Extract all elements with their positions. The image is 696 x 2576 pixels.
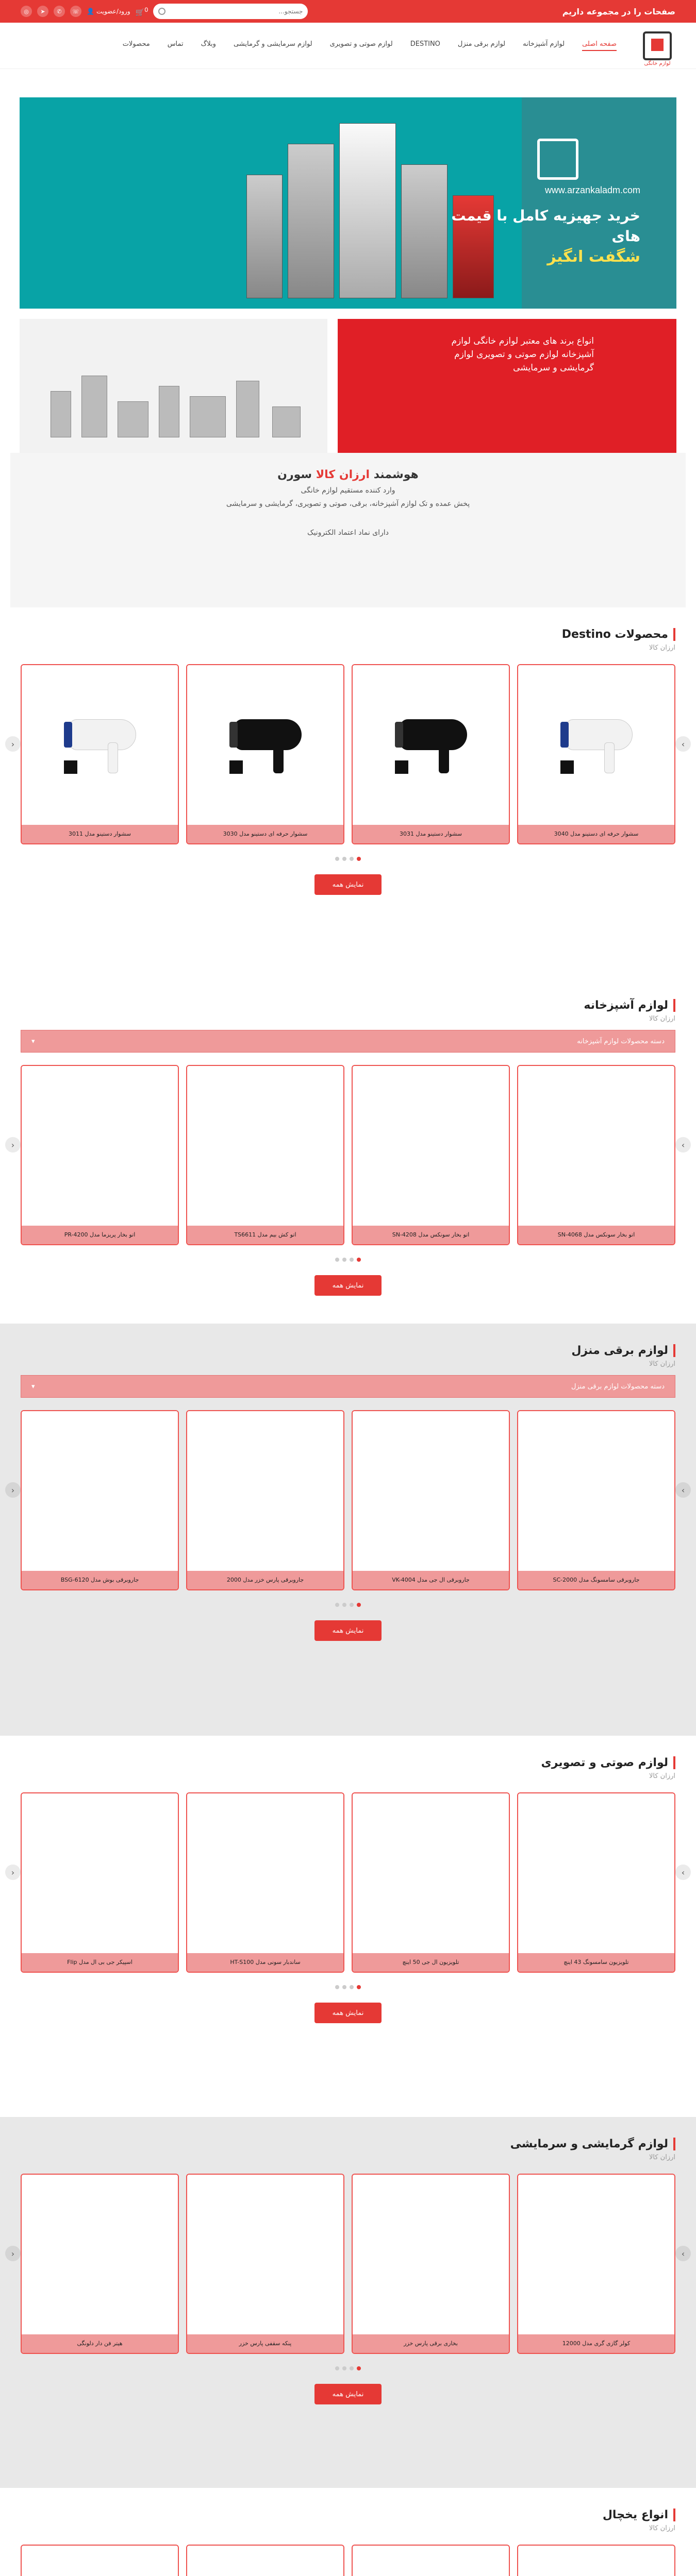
product-name: پنکه سقفی پارس خزر (187, 2334, 343, 2353)
chevron-right-icon[interactable]: › (675, 1482, 691, 1498)
hero-site-url: www.arzankaladm.com (544, 185, 640, 195)
carousel-dot[interactable] (350, 1985, 354, 1989)
product-name: بخاری برقی پارس خزر (353, 2334, 509, 2353)
section-subtitle: ارزان کالا (649, 2524, 675, 2532)
view-all-button[interactable]: نمایش همه (314, 1620, 382, 1641)
carousel-dots (0, 2366, 696, 2370)
product-image (187, 1411, 343, 1571)
hero-line2: شگفت انگیز (547, 248, 640, 266)
product-image (518, 2175, 674, 2334)
category-filter[interactable] (21, 1030, 675, 1053)
site-logo[interactable] (629, 25, 686, 66)
intro-section (10, 453, 686, 607)
product-image (187, 2175, 343, 2334)
product-image (22, 1066, 178, 1226)
section-destino (0, 607, 696, 984)
nav-item-audio-video[interactable]: لوازم صوتی و تصویری (329, 40, 393, 48)
intro-line1: وارد کننده مستقیم لوازم خانگی (301, 486, 395, 495)
product-card[interactable] (21, 1792, 179, 1973)
nav-item-blog[interactable]: وبلاگ (201, 40, 216, 48)
product-name: جاروبرقی ال جی مدل VK-4004 (353, 1571, 509, 1589)
section-title: لوازم گرمایشی و سرمایشی (510, 2138, 675, 2150)
product-name: سشوار دستینو مدل 3011 (22, 825, 178, 843)
carousel-dot[interactable] (357, 1985, 361, 1989)
login-link[interactable]: 👤 ورود/عضویت (87, 8, 130, 15)
intro-title: هوشمند ارزان کالا سورن (277, 468, 419, 481)
product-name: سشوار دستینو مدل 3031 (353, 825, 509, 843)
product-image (353, 2175, 509, 2334)
product-card[interactable] (21, 2174, 179, 2354)
section-title: لوازم آشپزخانه (584, 999, 675, 1012)
section-subtitle: ارزان کالا (649, 1015, 675, 1023)
view-all-button[interactable]: نمایش همه (314, 1275, 382, 1296)
search-icon[interactable] (158, 8, 165, 15)
product-name: سشوار حرفه ای دستینو مدل 3030 (187, 825, 343, 843)
filter-label: دسته محصولات لوازم آشپزخانه (577, 1037, 665, 1045)
appliance-shape (81, 376, 107, 437)
product-card[interactable] (186, 1410, 344, 1590)
product-image (353, 1793, 509, 1953)
carousel-dot[interactable] (335, 1603, 339, 1607)
cart-icon[interactable]: 🛒$^0$ (135, 6, 148, 17)
view-all-button[interactable]: نمایش همه (314, 874, 382, 895)
carousel-dot[interactable] (357, 857, 361, 861)
carousel-dot[interactable] (342, 2366, 346, 2370)
hair-dryer-image (390, 714, 472, 776)
product-image (353, 2546, 509, 2576)
chevron-left-icon[interactable]: ‹ (5, 736, 21, 752)
section-kitchen (0, 984, 696, 1324)
product-image (22, 2546, 178, 2576)
product-image (518, 1066, 674, 1226)
carousel-dot[interactable] (350, 857, 354, 861)
product-carousel (0, 1065, 696, 1245)
carousel-dot[interactable] (342, 857, 346, 861)
main-menu (10, 40, 617, 51)
user-icon: 👤 (87, 8, 94, 15)
product-image (353, 1411, 509, 1571)
carousel-dots (0, 1985, 696, 1989)
view-all-button[interactable]: نمایش همه (314, 2003, 382, 2023)
section-fridges (0, 2488, 696, 2576)
product-image (22, 1793, 178, 1953)
nav-item-home[interactable]: صفحه اصلی (582, 40, 617, 51)
nav-item-contact[interactable]: تماس (167, 40, 184, 48)
promo-banners (20, 319, 676, 453)
product-image (187, 1793, 343, 1953)
hero-overlay (522, 97, 676, 309)
product-name: ساندبار سونی مدل HT-S100 (187, 1953, 343, 1972)
hero-line1: خرید جهیزیه کامل با قیمت های (451, 207, 640, 245)
product-name: اسپیکر جی بی ال مدل Flip (22, 1953, 178, 1972)
telegram-icon[interactable]: ➤ (37, 6, 48, 17)
chevron-down-icon: ▾ (31, 1382, 35, 1391)
hair-dryer-image (59, 714, 141, 776)
product-card[interactable] (186, 1792, 344, 1973)
product-image (518, 2546, 674, 2576)
carousel-dot[interactable] (335, 1258, 339, 1262)
hair-dryer-image (555, 714, 638, 776)
product-name: تلویزیون ال جی 50 اینچ (353, 1953, 509, 1972)
product-card[interactable] (517, 2545, 675, 2576)
hair-dryer-image (224, 714, 307, 776)
category-filter[interactable] (21, 1375, 675, 1398)
carousel-dot[interactable] (350, 2366, 354, 2370)
product-name: اتو کش بیم مدل TS6611 (187, 1226, 343, 1244)
promo-brands-text: انواع برند های معتبر لوازم خانگی لوازم آشپزخانه لوازم صوتی و تصویری لوازم گرمایشی و سرمایشی (451, 336, 594, 373)
carousel-dot[interactable] (335, 1985, 339, 1989)
carousel-dot[interactable] (350, 1258, 354, 1262)
carousel-dot[interactable] (357, 2366, 361, 2370)
chevron-right-icon[interactable]: › (675, 1137, 691, 1153)
product-card[interactable] (21, 1065, 179, 1245)
section-audio-video (0, 1736, 696, 2117)
product-card[interactable] (186, 2174, 344, 2354)
product-card[interactable] (352, 1792, 510, 1973)
appliance-shape (159, 386, 179, 437)
product-image (22, 2175, 178, 2334)
chevron-left-icon[interactable]: ‹ (5, 2246, 21, 2261)
chevron-right-icon[interactable]: › (675, 736, 691, 752)
product-card[interactable] (517, 1410, 675, 1590)
product-card[interactable] (21, 2545, 179, 2576)
section-title: لوازم صوتی و تصویری (541, 1756, 675, 1769)
product-name: کولر گازی گری مدل 12000 (518, 2334, 674, 2353)
chevron-left-icon[interactable]: ‹ (5, 1482, 21, 1498)
product-image (353, 1066, 509, 1226)
intro-line2: پخش عمده و تک لوازم آشپزخانه، برقی، صوتی و تصویری، گرمایشی و سرمایشی (226, 500, 470, 508)
carousel-dot[interactable] (342, 1258, 346, 1262)
carousel-dot[interactable] (335, 857, 339, 861)
product-card[interactable] (517, 1065, 675, 1245)
product-carousel (0, 2545, 696, 2576)
carousel-dot[interactable] (342, 1603, 346, 1607)
nav-item-electric[interactable]: لوازم برقی منزل (457, 40, 506, 48)
product-card[interactable] (517, 2174, 675, 2354)
section-heating (0, 2117, 696, 2488)
promo-banner-brands[interactable] (338, 319, 676, 453)
appliance-shape (190, 396, 226, 437)
logo-subtitle: لوازم خانگی (644, 60, 671, 66)
hero-logo-mark (537, 139, 578, 180)
section-title: محصولات Destino (562, 628, 675, 641)
filter-label: دسته محصولات لوازم برقی منزل (571, 1382, 665, 1391)
product-card[interactable] (352, 1065, 510, 1245)
instagram-icon[interactable]: ◎ (21, 6, 32, 17)
whatsapp-icon[interactable]: ✆ (54, 6, 65, 17)
appliance-shape (236, 381, 259, 437)
product-image (22, 1411, 178, 1571)
product-name: تلویزیون سامسونگ 43 اینچ (518, 1953, 674, 1972)
carousel-dot[interactable] (335, 2366, 339, 2370)
carousel-dot[interactable] (350, 1603, 354, 1607)
chevron-right-icon[interactable]: › (675, 2246, 691, 2261)
section-subtitle: ارزان کالا (649, 1360, 675, 1368)
product-name: جاروبرقی سامسونگ مدل SC-2000 (518, 1571, 674, 1589)
product-name: جاروبرقی بوش مدل BSG-6120 (22, 1571, 178, 1589)
search-box (153, 4, 308, 19)
product-card[interactable] (352, 1410, 510, 1590)
search-input[interactable] (169, 8, 303, 15)
product-name: سشوار حرفه ای دستینو مدل 3040 (518, 825, 674, 843)
appliance-shape (272, 406, 301, 437)
promo-banner-kitchen[interactable] (20, 319, 327, 453)
product-name: جاروبرقی پارس خزر مدل 2000 (187, 1571, 343, 1589)
section-title: لوازم برقی منزل (571, 1344, 675, 1357)
product-card[interactable] (352, 2545, 510, 2576)
carousel-dot[interactable] (342, 1985, 346, 1989)
product-card[interactable] (186, 1065, 344, 1245)
product-card[interactable] (21, 1410, 179, 1590)
product-name: اتو بخار پریزما مدل PR-4200 (22, 1226, 178, 1244)
chevron-left-icon[interactable]: ‹ (5, 1865, 21, 1880)
nav-item-destino[interactable]: DESTINO (410, 40, 440, 48)
carousel-dots (0, 857, 696, 861)
phone-icon[interactable]: ☏ (70, 6, 81, 17)
product-image (518, 1793, 674, 1953)
product-carousel (0, 2174, 696, 2354)
product-carousel (0, 1792, 696, 1973)
carousel-dots (0, 1258, 696, 1262)
product-image (187, 2546, 343, 2576)
chevron-down-icon: ▾ (31, 1037, 35, 1045)
appliance-shape (51, 391, 71, 437)
carousel-dot[interactable] (357, 1603, 361, 1607)
topbar (0, 0, 696, 23)
chevron-left-icon[interactable]: ‹ (5, 1137, 21, 1153)
section-subtitle: ارزان کالا (649, 2154, 675, 2161)
product-name: اتو بخار سونکس مدل SN-4208 (353, 1226, 509, 1244)
product-card[interactable] (517, 664, 675, 844)
product-carousel (0, 1410, 696, 1590)
product-card[interactable] (186, 664, 344, 844)
chevron-right-icon[interactable]: › (675, 1865, 691, 1880)
product-card[interactable] (186, 2545, 344, 2576)
hero-headline (444, 206, 640, 267)
section-subtitle: ارزان کالا (649, 644, 675, 652)
hero-banner[interactable] (20, 97, 676, 309)
view-all-button[interactable]: نمایش همه (314, 2384, 382, 2404)
carousel-dot[interactable] (357, 1258, 361, 1262)
cart-count: 0 (144, 6, 148, 13)
nav-item-products[interactable]: محصولات (122, 40, 150, 48)
product-name: اتو بخار سونکس مدل SN-4068 (518, 1226, 674, 1244)
carousel-dots (0, 1603, 696, 1607)
product-image (187, 1066, 343, 1226)
product-card[interactable] (517, 1792, 675, 1973)
section-electric (0, 1324, 696, 1736)
nav-item-kitchen[interactable]: لوازم آشپزخانه (523, 40, 565, 48)
product-image (518, 1411, 674, 1571)
section-title: انواع یخچال (603, 2509, 675, 2521)
product-card[interactable] (21, 664, 179, 844)
product-card[interactable] (352, 2174, 510, 2354)
logo-mark (643, 31, 672, 60)
appliance-shape (118, 401, 148, 437)
topbar-actions (21, 4, 308, 19)
product-carousel (0, 664, 696, 844)
section-subtitle: ارزان کالا (649, 1772, 675, 1780)
topbar-title: صفحات را در مجموعه داریم (562, 6, 675, 16)
product-card[interactable] (352, 664, 510, 844)
nav-item-heating[interactable]: لوازم سرمایشی و گرمایشی (233, 40, 312, 48)
product-name: هیتر فن دار دلونگی (22, 2334, 178, 2353)
navbar (0, 23, 696, 69)
intro-line3: دارای نماد اعتماد الکترونیک (307, 529, 389, 537)
